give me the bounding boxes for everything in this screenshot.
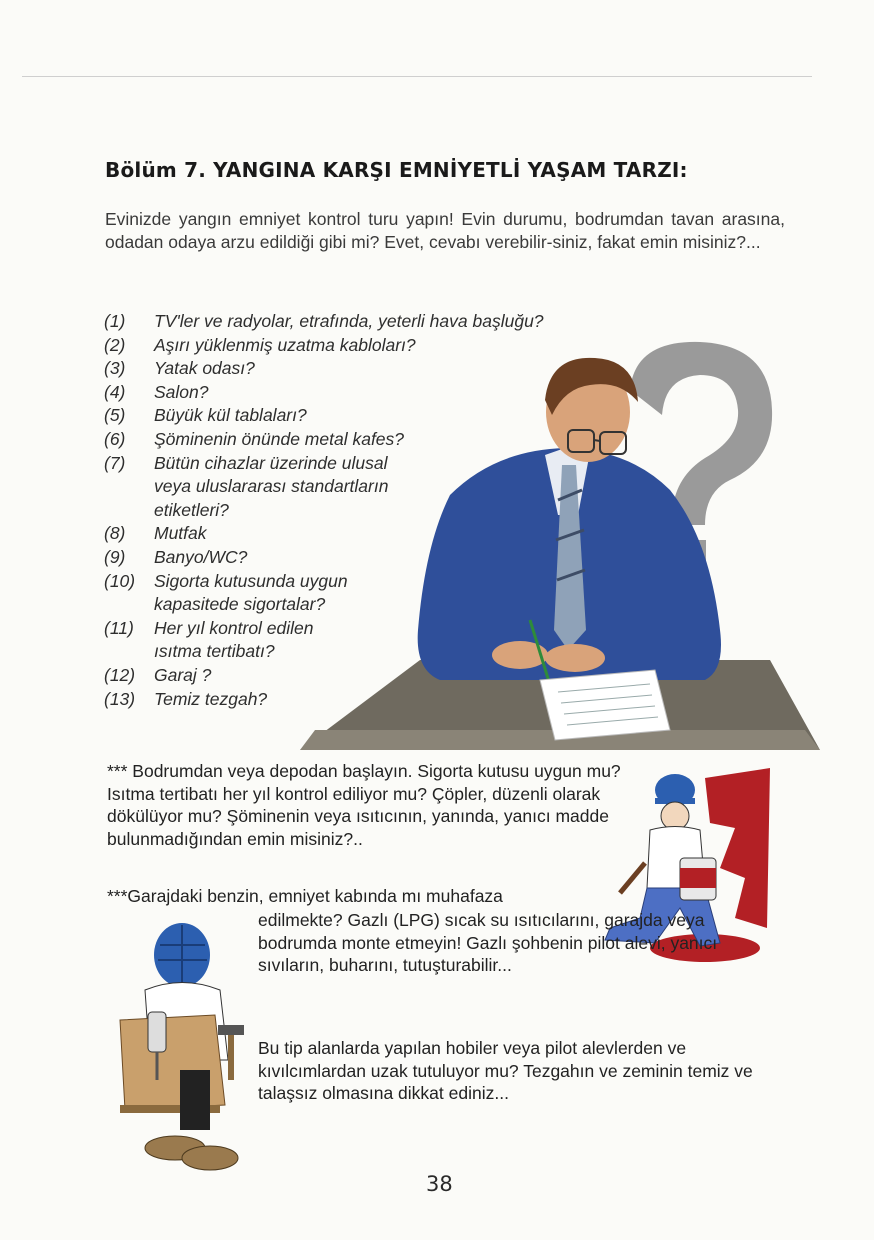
intro-paragraph: Evinizde yangın emniyet kontrol turu yapın! Evin durumu, bodrumdan tavan arasına, odadan odaya arzu edildiği gibi mi? Evet, cevabı verebilir-siniz, fakat emin misiniz?...	[105, 209, 785, 252]
top-rule	[22, 76, 812, 77]
list-item: (10) Sigorta kutusunda uygun kapasitede sigortalar?	[104, 570, 348, 615]
list-item: (3) Yatak odası?	[104, 358, 255, 379]
list-item: (4) Salon?	[104, 381, 209, 402]
list-item: (2) Aşırı yüklenmiş uzatma kabloları?	[104, 334, 416, 355]
paragraph-garage: edilmekte? Gazlı (LPG) sıcak su ısıtıcılarını, garajda veya bodrumda monte etmeyin! Gazlı şohbenin pilot alevi, yanıcı sıvıların, buharını, tutuşturabilir...	[258, 910, 718, 975]
list-item: (5) Büyük kül tablaları?	[104, 405, 307, 426]
list-item: (13) Temiz tezgah?	[104, 688, 268, 709]
woodworker-illustration	[110, 920, 260, 1175]
section-heading: Bölüm 7. YANGINA KARŞI EMNİYETLİ YAŞAM TARZI:	[105, 158, 688, 182]
list-item: (12) Garaj ?	[104, 664, 212, 685]
paragraph-hobby: Bu tip alanlarda yapılan hobiler veya pilot alevlerden ve kıvılcımlardan uzak tutuluyor mu? Tezgahın ve zeminin temiz ve talaşsız olmasına dikkat ediniz...	[258, 1038, 753, 1103]
list-item: (6) Şöminenin önünde metal kafes?	[104, 428, 405, 449]
paragraph-basement: *** Bodrumdan veya depodan başlayın. Sigorta kutusu uygun mu? Isıtma tertibatı her yıl kontrol ediliyor mu? Çöpler, düzenli olarak dökülüyor mu? Şöminenin veya ısıtıcının, yanında, yanıcı madde bulunmadığından emin misiniz?..	[107, 761, 621, 849]
list-item: (9) Banyo/WC?	[104, 546, 248, 567]
page-number: 38	[426, 1172, 453, 1196]
list-item: (7) Bütün cihazlar üzerinde ulusal veya uluslararası standartların etiketleri?	[104, 452, 389, 520]
paragraph-garage-line1: ***Garajdaki benzin, emniyet kabında mı muhafaza	[107, 886, 503, 906]
question-list	[104, 310, 654, 711]
list-item: (1) TV'ler ve radyolar, etrafında, yeterli hava başluğu?	[104, 311, 544, 331]
paint-stroke	[705, 768, 770, 928]
list-item: (8) Mutfak	[104, 523, 207, 544]
list-item: (11) Her yıl kontrol edilen ısıtma tertibatı?	[104, 617, 314, 662]
